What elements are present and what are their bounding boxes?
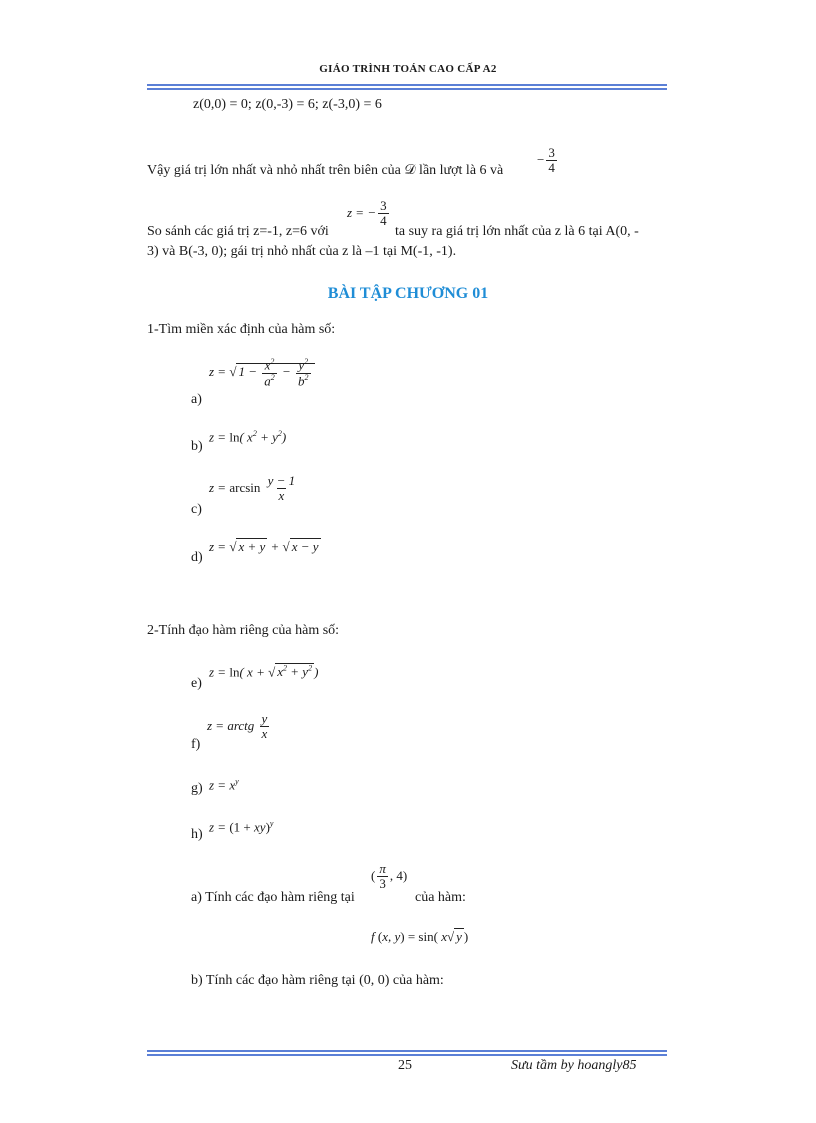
equation-g: $z = x^y$	[209, 777, 239, 793]
fraction-minus-three-quarters: − $\frac{3}{4}$	[537, 145, 555, 176]
item-a-label: a)	[191, 392, 202, 407]
footer-rule-top	[147, 1050, 667, 1052]
header-rule-top	[147, 84, 667, 86]
item-b-label: b)	[191, 439, 203, 454]
partial-at-origin-prompt: b) Tính các đạo hàm riêng tại (0, 0) của hàm:	[191, 973, 444, 988]
equation-f: z = arctg $\frac{y}{x}$	[207, 711, 268, 742]
equation-b: z = ln( $x^2 + y^2$)	[209, 429, 287, 445]
item-h-label: h)	[191, 827, 203, 842]
comparison-line-2: 3) và B(-3, 0); gái trị nhỏ nhất của z là –1 tại M(-1, -1).	[147, 244, 457, 259]
footer-rule-bottom	[147, 1054, 667, 1056]
page-header-title: GIÁO TRÌNH TOÁN CAO CẤP A2	[319, 63, 497, 75]
footer-credit: Sưu tầm by hoangly85	[511, 1058, 637, 1073]
item-e-label: e)	[191, 676, 202, 691]
item-f-label: f)	[191, 737, 201, 752]
partial-at-point-prompt-end: của hàm:	[415, 890, 466, 905]
item-g-label: g)	[191, 781, 203, 796]
equation-z-minus-three-quarters: z = − $\frac{3}{4}$	[347, 198, 387, 229]
equation-c: z = arcsin $\frac{y - 1}{x}$	[209, 473, 296, 504]
item-c-label: c)	[191, 502, 202, 517]
question-2-prompt: 2-Tính đạo hàm riêng của hàm số:	[147, 623, 340, 638]
point-pi-over-3-4: ( $\frac{\pi}{3}$ , 4)	[371, 861, 408, 892]
item-d-label: d)	[191, 550, 203, 565]
boundary-values-line: z(0,0) = 0; z(0,-3) = 6; z(-3,0) = 6	[193, 97, 382, 112]
equation-h: z = (1 + xy)$^y$	[209, 819, 274, 835]
question-1-prompt: 1-Tìm miền xác định của hàm số:	[147, 322, 336, 337]
equation-e: z = ln( x + √ $x^2 + y^2$ )	[209, 664, 319, 680]
page-number: 25	[398, 1058, 412, 1073]
equation-d: z = √ x + y + √ x − y	[209, 539, 319, 554]
comparison-line-end: ta suy ra giá trị lớn nhất của z là 6 tại A(0, -	[395, 224, 639, 239]
equation-f-xy-sin: f (x, y) = sin( x√ y )	[371, 929, 469, 944]
comparison-line-start: So sánh các giá trị z=-1, z=6 với	[147, 224, 329, 239]
equation-a: z = √ 1 − $\frac{x^2}{a^2}$ − $\frac{y^2}{b^2}$	[209, 358, 315, 388]
conclusion-line: Vậy giá trị lớn nhất và nhỏ nhất trên biên của 𝒟 lần lượt là 6 và	[147, 163, 504, 178]
partial-at-point-prompt: a) Tính các đạo hàm riêng tại	[191, 890, 355, 905]
section-title: BÀI TẬP CHƯƠNG 01	[327, 285, 489, 302]
header-rule-bottom	[147, 88, 667, 90]
